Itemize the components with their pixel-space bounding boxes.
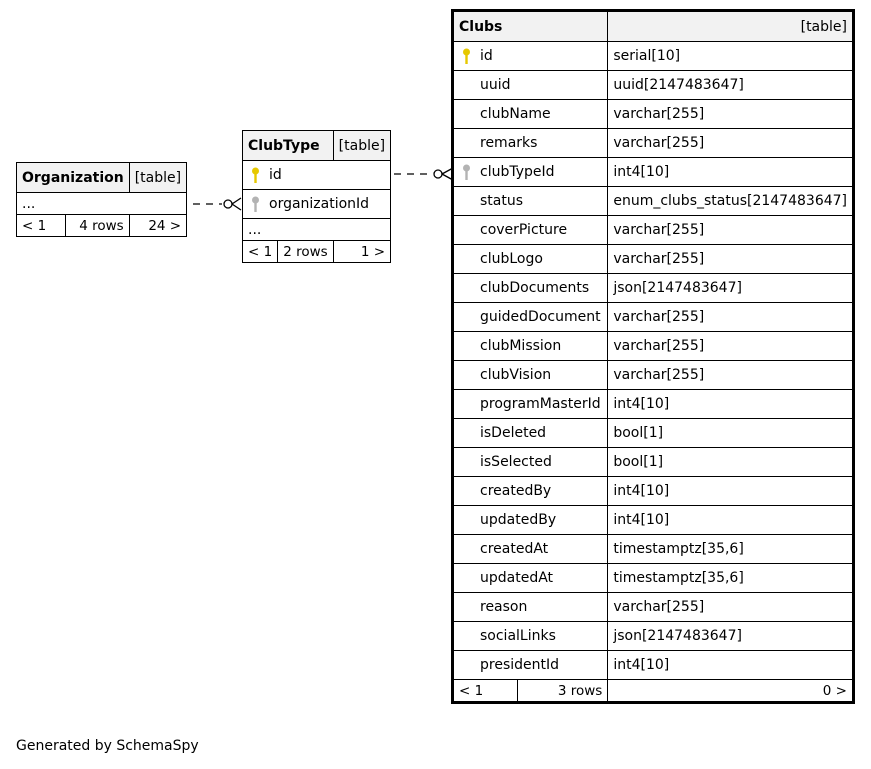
column-type: json[2147483647] bbox=[608, 274, 853, 303]
table-title: Clubs bbox=[454, 12, 608, 42]
column-name-cell bbox=[454, 216, 608, 245]
column-name: uuid bbox=[480, 77, 511, 93]
column-name: clubTypeId bbox=[480, 164, 555, 180]
column-row bbox=[454, 477, 853, 506]
column-row bbox=[454, 593, 853, 622]
column-type: varchar[255] bbox=[608, 216, 853, 245]
column-row bbox=[243, 161, 391, 190]
column-name: updatedAt bbox=[480, 570, 554, 586]
column-type: json[2147483647] bbox=[608, 622, 853, 651]
column-type: int4[10] bbox=[608, 477, 853, 506]
table-clubtype[interactable] bbox=[242, 130, 391, 263]
column-row bbox=[454, 158, 853, 187]
column-name-cell bbox=[454, 506, 608, 535]
column-name: id bbox=[480, 48, 493, 64]
column-name: createdBy bbox=[480, 483, 552, 499]
table-title: ClubType bbox=[243, 131, 334, 161]
column-type: varchar[255] bbox=[608, 245, 853, 274]
column-name: clubMission bbox=[480, 338, 562, 354]
column-name-cell bbox=[454, 593, 608, 622]
column-row bbox=[454, 100, 853, 129]
column-name-cell bbox=[454, 274, 608, 303]
column-row bbox=[454, 129, 853, 158]
column-name: clubName bbox=[480, 106, 551, 122]
column-type: int4[10] bbox=[608, 506, 853, 535]
column-name: socialLinks bbox=[480, 628, 556, 644]
column-name: clubDocuments bbox=[480, 280, 590, 296]
column-name-cell bbox=[454, 100, 608, 129]
column-row bbox=[454, 390, 853, 419]
column-row bbox=[454, 42, 853, 71]
column-name-cell bbox=[454, 361, 608, 390]
parents-count: < 1 bbox=[17, 215, 66, 237]
row-count: 4 rows bbox=[66, 215, 130, 237]
column-row bbox=[454, 651, 853, 680]
column-type: varchar[255] bbox=[608, 593, 853, 622]
parents-count: < 1 bbox=[454, 680, 518, 702]
column-type: int4[10] bbox=[608, 158, 853, 187]
column-row bbox=[454, 564, 853, 593]
column-type: uuid[2147483647] bbox=[608, 71, 853, 100]
column-name: id bbox=[269, 167, 282, 183]
edge-clubtype-clubs bbox=[394, 168, 453, 180]
column-name-cell bbox=[454, 129, 608, 158]
column-type: varchar[255] bbox=[608, 361, 853, 390]
column-type: varchar[255] bbox=[608, 100, 853, 129]
foreign-key-icon bbox=[251, 196, 260, 213]
children-count: 24 > bbox=[129, 215, 186, 237]
column-row bbox=[454, 303, 853, 332]
column-name-cell bbox=[454, 42, 608, 71]
column-name: isDeleted bbox=[480, 425, 547, 441]
column-name: isSelected bbox=[480, 454, 552, 470]
generated-by-note: Generated by SchemaSpy bbox=[16, 738, 199, 754]
column-row bbox=[454, 216, 853, 245]
column-name: clubLogo bbox=[480, 251, 543, 267]
column-name-cell bbox=[454, 477, 608, 506]
column-row bbox=[454, 274, 853, 303]
column-type: bool[1] bbox=[608, 448, 853, 477]
column-name-cell bbox=[454, 303, 608, 332]
column-name-cell bbox=[454, 651, 608, 680]
column-name-cell bbox=[454, 535, 608, 564]
column-name: organizationId bbox=[269, 196, 370, 212]
more-columns-ellipsis: ... bbox=[17, 193, 187, 215]
column-row bbox=[454, 506, 853, 535]
column-name-cell bbox=[454, 564, 608, 593]
column-row bbox=[454, 187, 853, 216]
parents-count: < 1 bbox=[243, 241, 278, 263]
column-name: coverPicture bbox=[480, 222, 568, 238]
column-name-cell bbox=[454, 71, 608, 100]
column-row bbox=[454, 245, 853, 274]
column-type: enum_clubs_status[2147483647] bbox=[608, 187, 853, 216]
edge-organization-clubtype bbox=[180, 198, 241, 210]
column-row bbox=[454, 361, 853, 390]
column-row bbox=[454, 622, 853, 651]
column-type: varchar[255] bbox=[608, 332, 853, 361]
column-type: timestamptz[35,6] bbox=[608, 535, 853, 564]
column-name: presidentId bbox=[480, 657, 560, 673]
column-name: createdAt bbox=[480, 541, 549, 557]
column-type: int4[10] bbox=[608, 390, 853, 419]
column-row bbox=[454, 332, 853, 361]
column-row bbox=[243, 190, 391, 219]
column-type: bool[1] bbox=[608, 419, 853, 448]
column-name: updatedBy bbox=[480, 512, 557, 528]
column-name-cell bbox=[454, 390, 608, 419]
column-type: serial[10] bbox=[608, 42, 853, 71]
column-name: reason bbox=[480, 599, 528, 615]
table-title: Organization bbox=[17, 163, 130, 193]
children-count: 1 > bbox=[333, 241, 390, 263]
table-organization[interactable] bbox=[16, 162, 187, 237]
column-type: timestamptz[35,6] bbox=[608, 564, 853, 593]
column-name-cell bbox=[454, 158, 608, 187]
children-count: 0 > bbox=[608, 680, 853, 702]
row-count: 3 rows bbox=[518, 680, 608, 702]
column-name-cell bbox=[454, 187, 608, 216]
clubs-columns bbox=[454, 42, 853, 680]
column-row bbox=[454, 535, 853, 564]
column-name: status bbox=[480, 193, 524, 209]
column-row bbox=[454, 71, 853, 100]
column-type: varchar[255] bbox=[608, 129, 853, 158]
column-name: remarks bbox=[480, 135, 538, 151]
column-name: programMasterId bbox=[480, 396, 601, 412]
row-count: 2 rows bbox=[278, 241, 333, 263]
primary-key-icon bbox=[462, 48, 471, 65]
column-type: varchar[255] bbox=[608, 303, 853, 332]
column-row bbox=[454, 419, 853, 448]
column-type: int4[10] bbox=[608, 651, 853, 680]
foreign-key-icon bbox=[462, 164, 471, 181]
column-name-cell bbox=[454, 448, 608, 477]
table-type-label: [table] bbox=[129, 163, 186, 193]
column-name: guidedDocument bbox=[480, 309, 601, 325]
column-name-cell bbox=[454, 622, 608, 651]
column-name-cell bbox=[454, 332, 608, 361]
table-type-label: [table] bbox=[608, 12, 853, 42]
column-row bbox=[454, 448, 853, 477]
table-type-label: [table] bbox=[333, 131, 390, 161]
column-name: clubVision bbox=[480, 367, 552, 383]
table-clubs[interactable] bbox=[453, 11, 853, 702]
more-columns-ellipsis: ... bbox=[243, 219, 391, 241]
column-name-cell bbox=[454, 245, 608, 274]
primary-key-icon bbox=[251, 167, 260, 184]
column-name-cell bbox=[454, 419, 608, 448]
